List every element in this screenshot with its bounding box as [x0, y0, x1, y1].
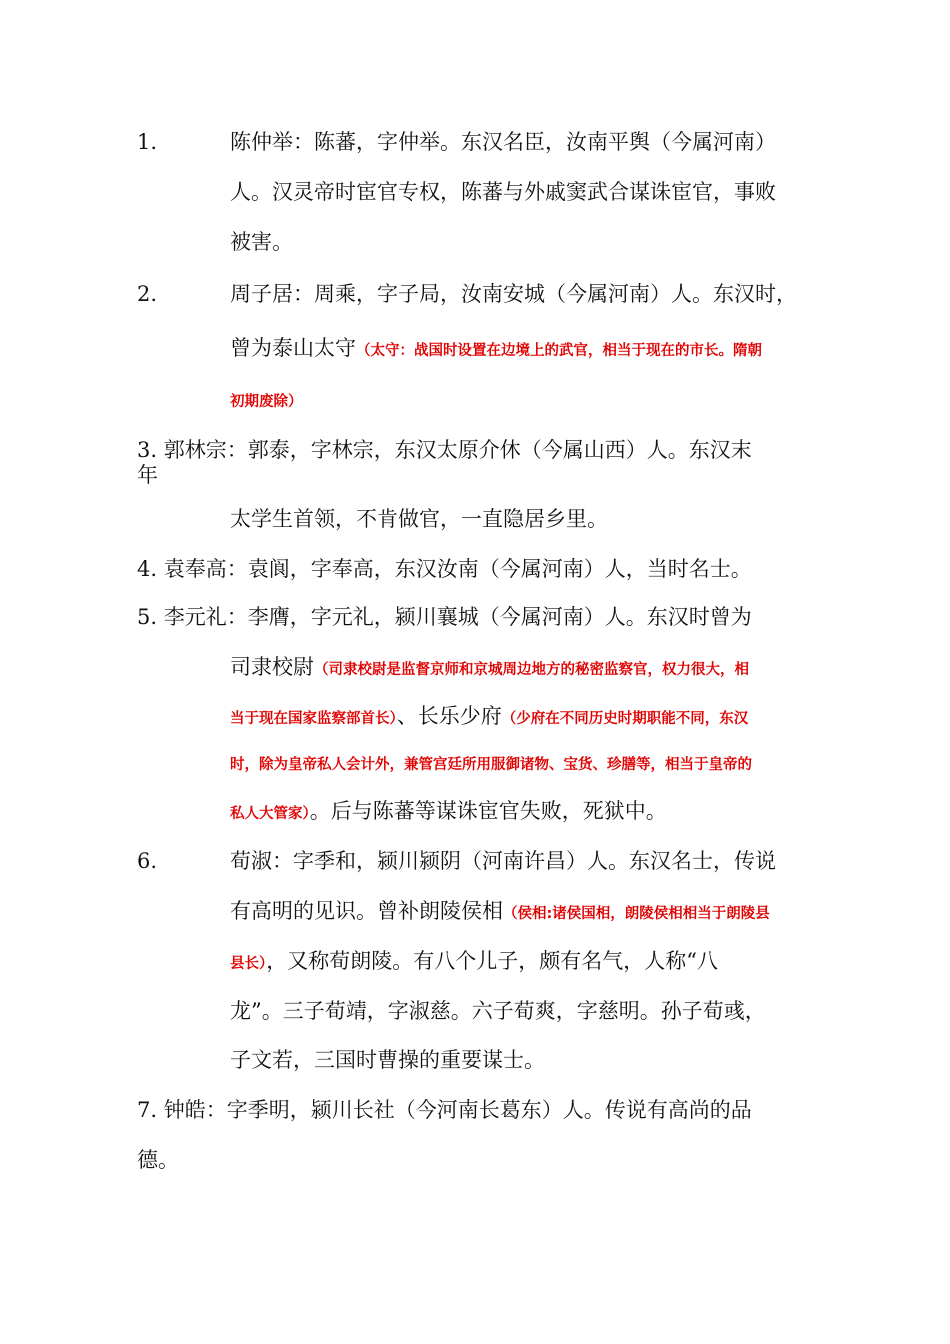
entry-3-line-1-wrap: 年 — [137, 463, 158, 487]
entry-2-text: 曾为泰山太守 — [230, 336, 356, 360]
entry-5-annotation-1: （司隶校尉是监督京师和京城周边地方的秘密监察官，权力很大，相 — [314, 662, 749, 678]
entry-6-line-1: 荀淑：字季和，颍川颍阴（河南许昌）人。东汉名士，传说 — [230, 849, 776, 873]
entry-6-annotation: （侯相:诸侯国相，朗陵侯相相当于朗陵县 — [503, 906, 770, 922]
entry-2-number: 2. — [137, 282, 158, 306]
entry-2-annotation-cont: 初期废除） — [230, 394, 303, 410]
entry-7-line-2: 德。 — [137, 1148, 179, 1172]
entry-5-text-3: 、长乐少府 — [396, 704, 502, 728]
entry-6-line-2 — [230, 897, 770, 928]
entry-6-annotation-cont: 县长） — [230, 956, 267, 972]
entry-3-text: 郭林宗：郭泰，字林宗，东汉太原介休（今属山西）人。东汉末 — [163, 438, 752, 462]
entry-3-line-2: 太学生首领，不肯做官，一直隐居乡里。 — [230, 507, 608, 531]
entry-3-number: 3. — [137, 438, 158, 462]
entry-1-line-2: 人。汉灵帝时宦官专权，陈蕃与外戚窦武合谋诛宦官，事败 — [230, 180, 776, 204]
entry-6-line-5: 子文若，三国时曹操的重要谋士。 — [230, 1048, 545, 1072]
entry-7-text: 钟皓：字季明，颍川长社（今河南长葛东）人。传说有高尚的品 — [163, 1098, 752, 1122]
entry-7-line-1 — [137, 1096, 752, 1124]
entry-6-line-3 — [230, 947, 718, 978]
entry-4-line-1 — [137, 555, 752, 583]
entry-5-annotation-2: （少府在不同历史时期职能不同，东汉 — [501, 711, 749, 727]
entry-6-line-4: 龙”。三子荀靖，字淑慈。六子荀爽，字慈明。孙子荀彧， — [230, 999, 766, 1023]
entry-5-line-2 — [230, 653, 749, 684]
entry-5-line-1 — [137, 603, 752, 631]
entry-5-line-3 — [230, 702, 748, 733]
entry-2-line-1: 周子居：周乘，字子局，汝南安城（今属河南）人。东汉时， — [230, 282, 797, 306]
entry-5-annotation-2-cont: 时，除为皇帝私人会计外，兼管宫廷所用服御诸物、宝货、珍膳等，相当于皇帝的 — [230, 757, 752, 773]
entry-5-text-2: 司隶校尉 — [230, 655, 314, 679]
entry-3-line-1 — [137, 436, 752, 464]
entry-5-annotation-2-end: 私人大管家） — [230, 806, 310, 822]
entry-5-line-5 — [230, 797, 667, 828]
entry-5-annotation-1-cont: 当于现在国家监察部首长） — [230, 711, 397, 727]
entry-5-text: 李元礼：李膺，字元礼，颍川襄城（今属河南）人。东汉时曾为 — [163, 605, 752, 629]
entry-2-annotation: （太守：战国时设置在边境上的武官，相当于现在的市长。隋朝 — [356, 343, 762, 359]
entry-4-number: 4. — [137, 557, 158, 581]
entry-6-number: 6. — [137, 849, 158, 873]
entry-1-line-3: 被害。 — [230, 230, 293, 254]
entry-6-text-3: ，又称荀朗陵。有八个儿子，颇有名气，人称“八 — [266, 949, 718, 973]
entry-1-line-1: 陈仲举：陈蕃，字仲举。东汉名臣，汝南平舆（今属河南） — [230, 130, 776, 154]
entry-7-number: 7. — [137, 1098, 158, 1122]
entry-4-text: 袁奉高：袁阆，字奉高，东汉汝南（今属河南）人，当时名士。 — [163, 557, 752, 581]
entry-6-text-2: 有高明的见识。曾补朗陵侯相 — [230, 899, 503, 923]
entry-5-number: 5. — [137, 605, 158, 629]
entry-2-line-2 — [230, 334, 762, 365]
entry-1-number: 1. — [137, 130, 158, 154]
entry-5-text-5: 。后与陈蕃等谋诛宦官失败，死狱中。 — [309, 799, 667, 823]
